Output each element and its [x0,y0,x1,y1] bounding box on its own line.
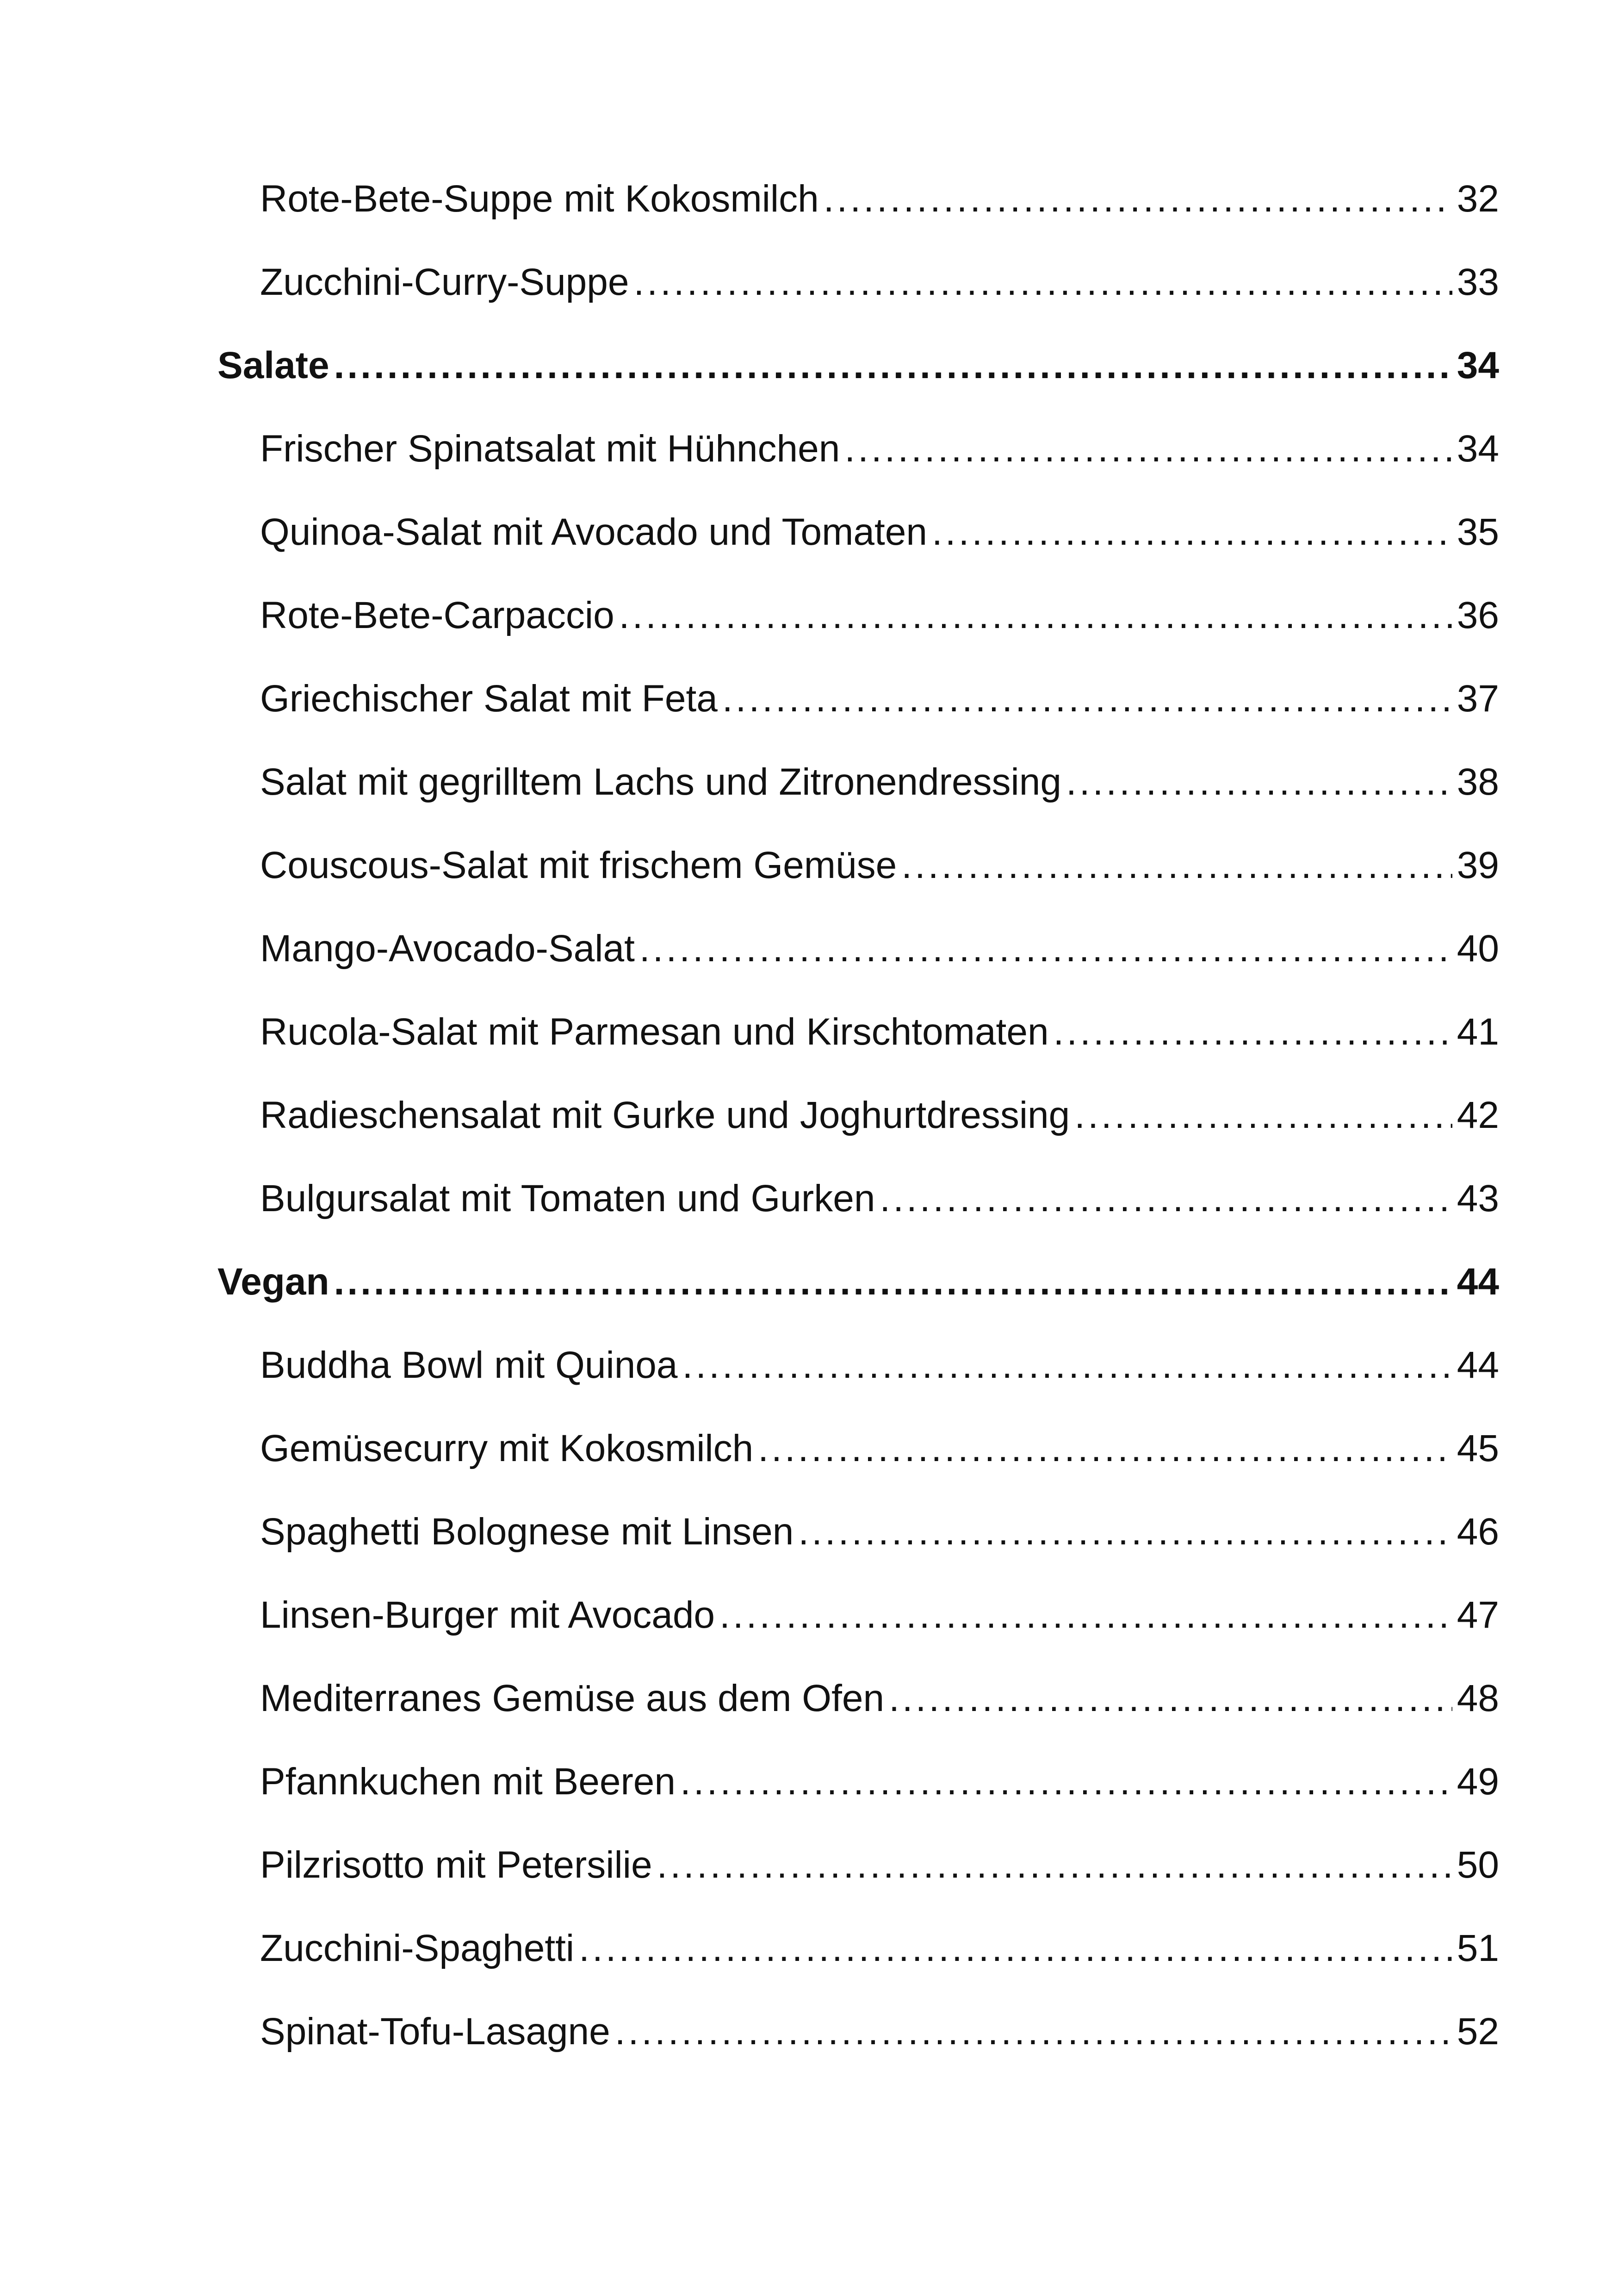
toc-dot-leader [880,1157,1452,1240]
toc-entry[interactable] [217,1823,1499,1907]
toc-dot-leader [1054,990,1452,1074]
toc-dot-leader [758,1407,1452,1490]
toc-dot-leader [634,241,1452,324]
toc-entry[interactable] [217,1074,1499,1157]
toc-entry-title: Linsen-Burger mit Avocado [260,1594,715,1636]
toc-entry-title: Mediterranes Gemüse aus dem Ofen [260,1677,885,1719]
toc-dot-leader [657,1823,1452,1907]
toc-entry[interactable] [217,1157,1499,1240]
toc-page-number: 41 [1457,1011,1499,1053]
toc-entry-title: Mango-Avocado-Salat [260,927,635,970]
toc-page-number: 40 [1457,927,1499,970]
toc-entry[interactable] [217,1907,1499,1990]
toc-entry[interactable] [217,407,1499,491]
toc-entry[interactable] [217,1990,1499,2073]
toc-dot-leader [901,824,1452,907]
toc-entry[interactable] [217,1657,1499,1740]
toc-entry-title: Pfannkuchen mit Beeren [260,1761,676,1803]
toc-page-number: 46 [1457,1511,1499,1553]
toc-entry-title: Zucchini-Spaghetti [260,1927,575,1969]
toc-page-number: 47 [1457,1594,1499,1636]
toc-entry-title: Salat mit gegrilltem Lachs und Zitronendressing [260,761,1061,803]
toc-entry-title: Couscous-Salat mit frischem Gemüse [260,844,897,886]
toc-entry-title: Zucchini-Curry-Suppe [260,261,629,303]
toc-entry[interactable] [217,157,1499,241]
table-of-contents [217,157,1499,2073]
toc-dot-leader [619,574,1452,657]
toc-dot-leader [682,1324,1452,1407]
toc-dot-leader [932,491,1452,574]
toc-page-number: 44 [1457,1344,1499,1386]
toc-entry[interactable] [217,241,1499,324]
toc-page-number: 37 [1457,678,1499,720]
toc-entry-title: Spaghetti Bolognese mit Linsen [260,1511,794,1553]
toc-entry[interactable] [217,1740,1499,1823]
toc-dot-leader [889,1657,1452,1740]
toc-dot-leader [334,324,1452,407]
toc-dot-leader [798,1490,1452,1574]
toc-section-heading[interactable] [217,1240,1499,1324]
toc-entry[interactable] [217,740,1499,824]
toc-entry-title: Bulgursalat mit Tomaten und Gurken [260,1177,875,1220]
toc-page-number: 42 [1457,1094,1499,1136]
toc-entry[interactable] [217,1490,1499,1574]
toc-dot-leader [722,657,1452,740]
toc-entry-title: Buddha Bowl mit Quinoa [260,1344,678,1386]
toc-dot-leader [1066,740,1452,824]
toc-page-number: 44 [1457,1261,1499,1303]
toc-entry[interactable] [217,907,1499,990]
toc-entry-title: Rucola-Salat mit Parmesan und Kirschtomaten [260,1011,1049,1053]
toc-entry[interactable] [217,824,1499,907]
toc-page-number: 34 [1457,428,1499,470]
toc-page-number: 32 [1457,178,1499,220]
toc-page-number: 52 [1457,2010,1499,2053]
toc-page-number: 43 [1457,1177,1499,1220]
toc-entry-title: Rote-Bete-Carpaccio [260,594,614,636]
toc-entry[interactable] [217,574,1499,657]
toc-dot-leader [615,1990,1452,2073]
toc-page-number: 45 [1457,1427,1499,1469]
toc-dot-leader [680,1740,1452,1823]
toc-entry-title: Radieschensalat mit Gurke und Joghurtdressing [260,1094,1070,1136]
toc-dot-leader [719,1574,1452,1657]
toc-page-number: 48 [1457,1677,1499,1719]
toc-section-title: Vegan [217,1261,329,1303]
toc-entry[interactable] [217,990,1499,1074]
toc-entry[interactable] [217,491,1499,574]
toc-entry-title: Gemüsecurry mit Kokosmilch [260,1427,754,1469]
toc-page-number: 51 [1457,1927,1499,1969]
toc-page-number: 34 [1457,344,1499,386]
toc-entry[interactable] [217,1407,1499,1490]
toc-page-number: 36 [1457,594,1499,636]
toc-page-number: 38 [1457,761,1499,803]
toc-page-number: 35 [1457,511,1499,553]
toc-dot-leader [579,1907,1452,1990]
toc-entry-title: Quinoa-Salat mit Avocado und Tomaten [260,511,928,553]
toc-entry-title: Griechischer Salat mit Feta [260,678,718,720]
toc-entry[interactable] [217,1574,1499,1657]
toc-entry-title: Frischer Spinatsalat mit Hühnchen [260,428,840,470]
toc-entry-title: Rote-Bete-Suppe mit Kokosmilch [260,178,819,220]
toc-section-heading[interactable] [217,324,1499,407]
toc-section-title: Salate [217,344,329,386]
toc-dot-leader [1074,1074,1452,1157]
toc-page-number: 39 [1457,844,1499,886]
toc-entry[interactable] [217,1324,1499,1407]
toc-page-number: 33 [1457,261,1499,303]
toc-page-number: 49 [1457,1761,1499,1803]
toc-dot-leader [639,907,1452,990]
toc-dot-leader [334,1240,1452,1324]
toc-dot-leader [824,157,1452,241]
toc-entry-title: Spinat-Tofu-Lasagne [260,2010,610,2053]
toc-entry[interactable] [217,657,1499,740]
toc-entry-title: Pilzrisotto mit Petersilie [260,1844,652,1886]
toc-page-number: 50 [1457,1844,1499,1886]
toc-dot-leader [844,407,1452,491]
